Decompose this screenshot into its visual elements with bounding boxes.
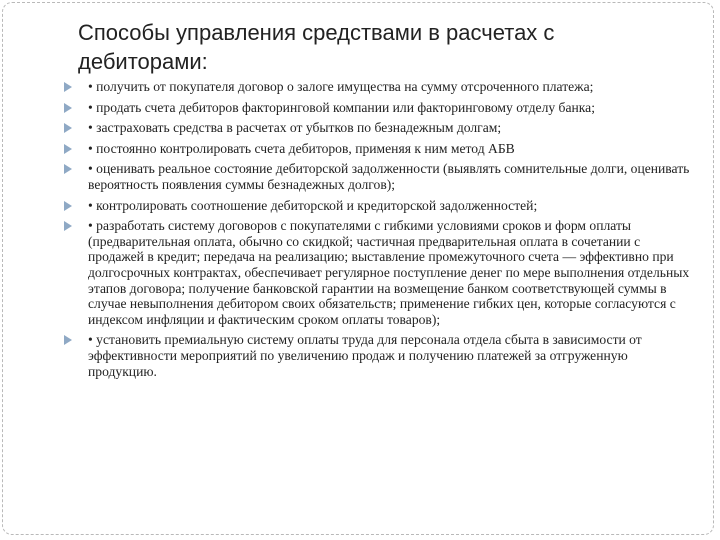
list-item [64, 218, 692, 327]
list-item [64, 141, 692, 157]
arrow-bullet-icon [64, 221, 72, 231]
list-item-text: • контролировать соотношение дебиторской и кредиторской задолженностей; [88, 197, 538, 213]
list-item-text: • установить премиальную систему оплаты труда для персонала отдела сбыта в зависимости от эффективности мероприятий по увеличению продаж и получению платежей за отгруженную продукцию. [88, 332, 642, 379]
list-item [64, 120, 692, 136]
arrow-bullet-icon [64, 103, 72, 113]
arrow-bullet-icon [64, 123, 72, 133]
list-item-text: • разработать систему договоров с покупателями с гибкими условиями сроков и форм оплаты (предварительная оплата, обычно со скидкой; частичная предварительная оплата в сочетании с продажей в кредит; передача на реализацию; выставление промежуточного счета — эффективно при долгосрочных контрактах, обеспечивает регулярное поступление денег по мере выполнения отдельных этапов договора; получение банковской гарантии на возмещение банком соответствующей суммы в случае невыполнения дебитором своих обязательств; применение гибких цен, которые согласуются с индексом инфляции и фактическим сроком оплаты товаров); [88, 218, 690, 327]
list-item-text: • постоянно контролировать счета дебиторов, применяя к ним метод АБВ [88, 140, 515, 156]
list-item [64, 79, 692, 95]
list-item-text: • застраховать средства в расчетах от убытков по безнадежным долгам; [88, 120, 502, 136]
arrow-bullet-icon [64, 164, 72, 174]
list-item [64, 100, 692, 116]
list-item-text: • продать счета дебиторов факторинговой компании или факторинговому отделу банка; [88, 99, 595, 115]
list-item [64, 161, 692, 192]
slide-title: Способы управления средствами в расчетах с дебиторами: [78, 20, 555, 74]
list-item-text: • получить от покупателя договор о залоге имущества на сумму отсроченного платежа; [88, 79, 594, 94]
arrow-bullet-icon [64, 335, 72, 345]
bullet-list [64, 79, 692, 384]
list-item [64, 332, 692, 379]
arrow-bullet-icon [64, 144, 72, 154]
arrow-bullet-icon [64, 201, 72, 211]
list-item [64, 198, 692, 214]
arrow-bullet-icon [64, 82, 72, 92]
list-item-text: • оценивать реальное состояние дебиторской задолженности (выявлять сомнительные долги, оценивать вероятность появления суммы безнадежных долгов); [88, 161, 690, 192]
